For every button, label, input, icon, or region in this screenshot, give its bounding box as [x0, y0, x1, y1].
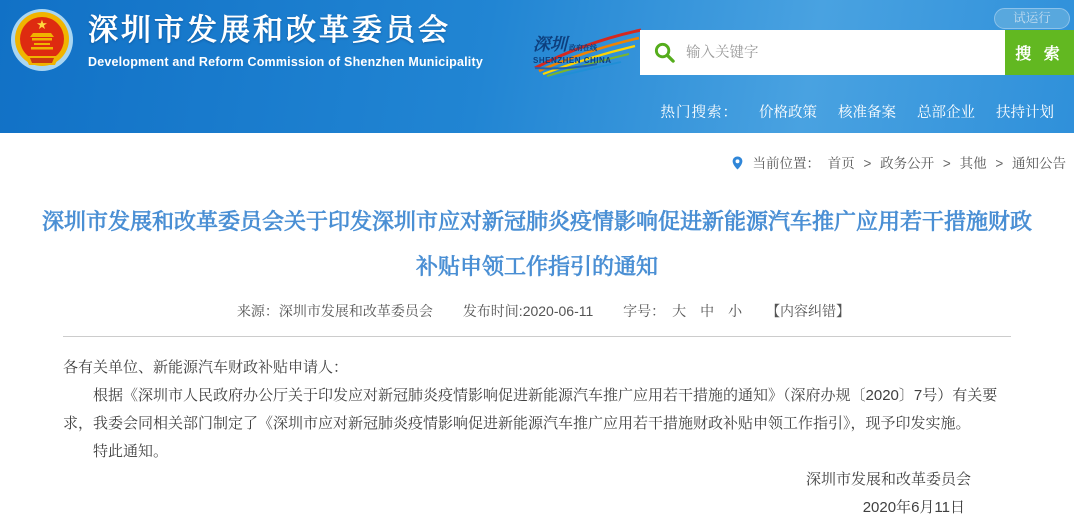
search-icon: [653, 41, 676, 64]
paragraph-salutation: 各有关单位、新能源汽车财政补贴申请人：: [63, 359, 349, 376]
breadcrumb-other[interactable]: 其他: [959, 156, 987, 171]
hot-search-nav: [661, 101, 1055, 122]
site-brand[interactable]: [10, 8, 483, 72]
breadcrumb-separator: >: [995, 156, 1004, 171]
search-input[interactable]: [640, 30, 1005, 75]
meta-pubdate-label: 发布时间:: [462, 303, 523, 319]
breadcrumb-separator: >: [942, 156, 951, 171]
gov-logo-text: [533, 36, 612, 65]
gov-logo-sub: 政府在线: [569, 45, 597, 52]
breadcrumb-home[interactable]: 首页: [827, 156, 855, 171]
search-button[interactable]: 搜 索: [1005, 30, 1074, 75]
gov-logo-en: SHENZHEN CHINA: [533, 56, 612, 65]
hot-search-link-support[interactable]: 扶持计划: [996, 105, 1054, 121]
paragraph-closing: 特此通知。: [93, 443, 169, 460]
meta-fontsize: [623, 303, 749, 319]
shenzhen-gov-logo[interactable]: [527, 24, 645, 82]
hot-search-link-approval[interactable]: 核准备案: [838, 105, 896, 121]
meta-pubdate-value: 2020-06-11: [522, 303, 594, 319]
article-meta: [0, 301, 1074, 321]
breadcrumb-openness[interactable]: 政务公开: [880, 156, 935, 171]
search-input-wrap: [640, 30, 1005, 75]
main-content: [0, 152, 1074, 522]
gov-logo-cn: 深圳: [533, 35, 567, 54]
meta-divider: [63, 336, 1011, 337]
breadcrumb: [0, 152, 1066, 174]
search-bar: [640, 30, 1074, 75]
meta-source-value: 深圳市发展和改革委员会: [278, 303, 433, 319]
breadcrumb-notices[interactable]: 通知公告: [1012, 156, 1066, 171]
fontsize-medium-button[interactable]: 中: [700, 303, 715, 319]
signature-date: 2020年6月11日: [862, 499, 965, 516]
site-header: [0, 0, 1074, 133]
meta-source: [237, 303, 433, 319]
article-title: 深圳市发展和改革委员会关于印发深圳市应对新冠肺炎疫情影响促进新能源汽车推广应用若干措施财政补贴申领工作指引的通知: [42, 209, 1033, 279]
fontsize-large-button[interactable]: 大: [672, 303, 687, 319]
org-name-en: Development and Reform Commission of Shenzhen Municipality: [88, 55, 483, 69]
svg-text:★: ★: [36, 17, 48, 32]
location-pin-icon: [731, 155, 744, 174]
trial-badge: 试运行: [994, 8, 1070, 29]
paragraph-main: 根据《深圳市人民政府办公厅关于印发应对新冠肺炎疫情影响促进新能源汽车推广应用若干措施的通知》（深府办规〔2020〕7号）有关要求，我委会同相关部门制定了《深圳市应对新冠肺炎疫情影响促进新能源汽车推广应用若干措施财政补贴申领工作指引》，现予印发实施。: [63, 387, 998, 432]
hot-search-label: 热门搜索：: [660, 105, 738, 121]
signature-org: 深圳市发展和改革委员会: [805, 471, 971, 488]
meta-pubdate: [463, 303, 593, 319]
breadcrumb-label: 当前位置：: [752, 156, 820, 171]
meta-source-label: 来源：: [236, 303, 279, 319]
hot-search-link-hq[interactable]: 总部企业: [917, 105, 975, 121]
national-emblem-icon: [10, 8, 74, 72]
hot-search-link-price[interactable]: 价格政策: [759, 105, 817, 121]
article-body: [63, 354, 1011, 522]
content-correction-link[interactable]: 【内容纠错】: [766, 303, 851, 319]
org-name-cn: 深圳市发展和改革委员会: [88, 14, 451, 47]
meta-fontsize-label: 字号：: [623, 303, 666, 319]
fontsize-small-button[interactable]: 小: [728, 303, 743, 319]
brand-text: [88, 8, 483, 69]
breadcrumb-separator: >: [863, 156, 872, 171]
